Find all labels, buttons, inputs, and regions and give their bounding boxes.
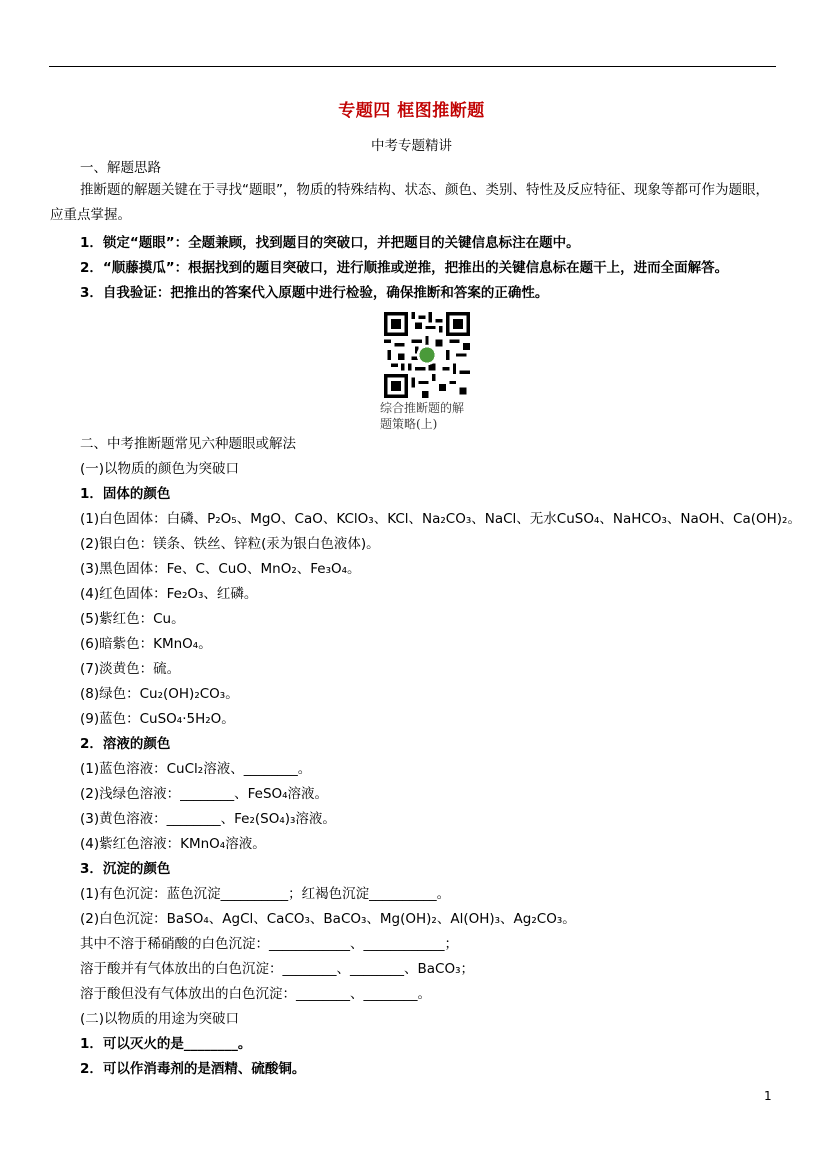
- list-item: 溶于酸但没有气体放出的白色沉淀：________、________。: [80, 986, 431, 1002]
- subsection-heading: (二)以物质的用途为突破口: [80, 1011, 240, 1027]
- section-heading: 二、中考推断题常见六种题眼或解法: [80, 436, 296, 452]
- list-item: (9)蓝色：CuSO₄·5H₂O。: [80, 711, 235, 727]
- list-item: (1)蓝色溶液：CuCl₂溶液、________。: [80, 761, 312, 777]
- list-item: (1)有色沉淀：蓝色沉淀__________；红褐色沉淀__________。: [80, 886, 451, 902]
- page-title: 专题四 框图推断题: [338, 101, 485, 121]
- page-number: 1: [764, 1089, 772, 1103]
- page-subtitle: 中考专题精讲: [371, 138, 452, 154]
- item-heading: 3．沉淀的颜色: [80, 861, 171, 877]
- list-item: (2)白色沉淀：BaSO₄、AgCl、CaCO₃、BaCO₃、Mg(OH)₂、Al(OH)₃、Ag₂CO₃。: [80, 911, 576, 927]
- list-item: 溶于酸并有气体放出的白色沉淀：________、________、BaCO₃；: [80, 961, 474, 977]
- qr-caption: [380, 400, 490, 432]
- qr-caption-line: 综合推断题的解: [380, 401, 465, 415]
- step-item: 1．锁定“题眼”：全题兼顾，找到题目的突破口，并把题目的关键信息标注在题中。: [80, 235, 580, 251]
- list-item: (6)暗紫色：KMnO₄。: [80, 636, 212, 652]
- item-heading: 1．固体的颜色: [80, 486, 171, 502]
- list-item: (2)浅绿色溶液：________、FeSO₄溶液。: [80, 786, 329, 802]
- header-rule: [49, 66, 776, 67]
- list-item: (8)绿色：Cu₂(OH)₂CO₃。: [80, 686, 239, 702]
- intro-paragraph: 推断题的解题关键在于寻找“题眼”，物质的特殊结构、状态、颜色、类别、特性及反应特征、现象等都可作为题眼，应重点掌握。: [50, 182, 769, 223]
- list-item: (3)黑色固体：Fe、C、CuO、MnO₂、Fe₃O₄。: [80, 561, 361, 577]
- qr-caption-line: 题策略(上): [380, 417, 438, 431]
- list-item: (5)紫红色：Cu。: [80, 611, 185, 627]
- list-item: 2．可以作消毒剂的是酒精、硫酸铜。: [80, 1061, 306, 1077]
- list-item: (3)黄色溶液：________、Fe₂(SO₄)₃溶液。: [80, 811, 336, 827]
- list-item: 其中不溶于稀硝酸的白色沉淀：____________、____________；: [80, 936, 458, 952]
- qr-code[interactable]: [384, 312, 470, 398]
- subsection-heading: (一)以物质的颜色为突破口: [80, 461, 240, 477]
- list-item: (4)红色固体：Fe₂O₃、红磷。: [80, 586, 258, 602]
- step-item: 3．自我验证：把推出的答案代入原题中进行检验，确保推断和答案的正确性。: [80, 285, 549, 301]
- list-item: (4)紫红色溶液：KMnO₄溶液。: [80, 836, 266, 852]
- list-item: (1)白色固体：白磷、P₂O₅、MgO、CaO、KClO₃、KCl、Na₂CO₃、NaCl、无水CuSO₄、NaHCO₃、NaOH、Ca(OH)₂。: [80, 511, 801, 527]
- section-heading: 一、解题思路: [80, 160, 161, 176]
- step-item: 2．“顺藤摸瓜”：根据找到的题目突破口，进行顺推或逆推，把推出的关键信息标在题干上，进而全面解答。: [80, 260, 729, 276]
- list-item: 1．可以灭火的是________。: [80, 1036, 252, 1052]
- list-item: (7)淡黄色：硫。: [80, 661, 181, 677]
- item-heading: 2．溶液的颜色: [80, 736, 171, 752]
- list-item: (2)银白色：镁条、铁丝、锌粒(汞为银白色液体)。: [80, 536, 380, 552]
